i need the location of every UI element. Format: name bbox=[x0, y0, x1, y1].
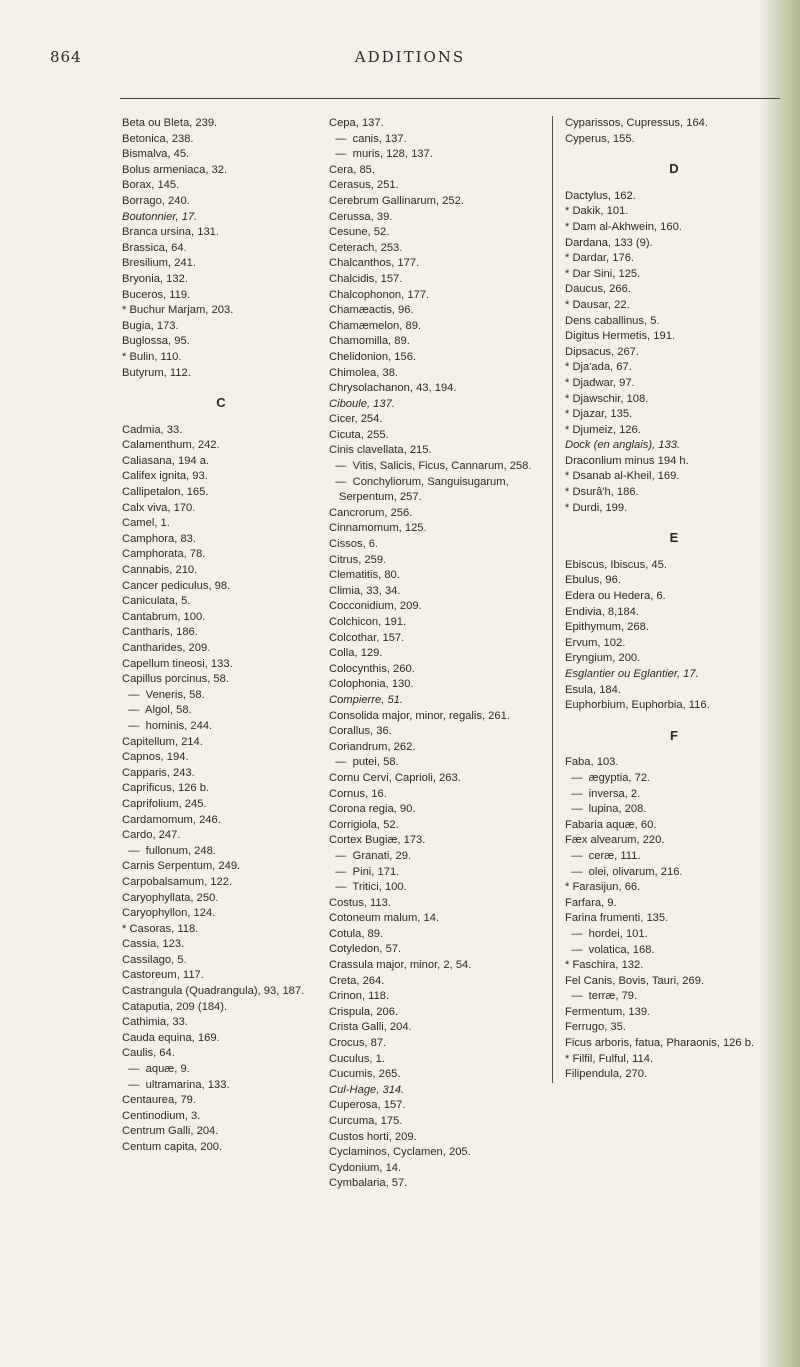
index-entry: Chamæactis, 96. bbox=[329, 304, 414, 317]
index-entry: Centrum Galli, 204. bbox=[122, 1125, 219, 1138]
index-entry: — hordei, 101. bbox=[565, 927, 648, 940]
index-entry: Cyperus, 155. bbox=[565, 132, 635, 145]
index-entry: Capitellum, 214. bbox=[122, 735, 203, 748]
index-entry: — hominis, 244. bbox=[122, 719, 213, 732]
index-entry: — muris, 128, 137. bbox=[329, 148, 433, 161]
index-entry: Bugia, 173. bbox=[122, 319, 179, 332]
index-entry: Chalcidis, 157. bbox=[329, 272, 403, 285]
index-entry: * Dakik, 101. bbox=[565, 205, 629, 218]
index-entry: Colcothar, 157. bbox=[329, 631, 405, 644]
index-entry: Cortex Bugiæ, 173. bbox=[329, 834, 426, 847]
index-entry: — lupina, 208. bbox=[565, 803, 647, 816]
index-entry: Ebiscus, Ibiscus, 45. bbox=[565, 558, 667, 571]
index-entry: Chimolea, 38. bbox=[329, 366, 399, 379]
index-entry: Draconlium minus 194 h. bbox=[565, 454, 689, 467]
index-entry: Citrus, 259. bbox=[329, 553, 387, 566]
index-entry: Cauda equina, 169. bbox=[122, 1031, 220, 1044]
index-entry: Beta ou Bleta, 239. bbox=[122, 117, 218, 129]
index-entry: Cepa, 137. bbox=[329, 117, 384, 129]
index-entry: Carpobalsamum, 122. bbox=[122, 875, 233, 888]
index-entry: Caprificus, 126 b. bbox=[122, 782, 210, 795]
index-entry: Dardana, 133 (9). bbox=[565, 236, 653, 249]
index-entry: Ceterach, 253. bbox=[329, 241, 403, 254]
index-entry: Dens caballinus, 5. bbox=[565, 314, 660, 327]
section-letter: C bbox=[216, 395, 226, 411]
index-entry: Cassia, 123. bbox=[122, 938, 185, 951]
index-entry: Crassula major, minor, 2, 54. bbox=[329, 959, 472, 972]
index-entry: Cardo, 247. bbox=[122, 829, 181, 842]
index-entry: Cadmia, 33. bbox=[122, 423, 183, 436]
index-entry: Climia, 33, 34. bbox=[329, 584, 401, 597]
index-entry: Consolida major, minor, regalis, 261. bbox=[329, 709, 510, 722]
index-entry: — Conchyliorum, Sanguisugarum, Serpentum, 257. bbox=[329, 475, 512, 504]
index-entry: Dactylus, 162. bbox=[565, 189, 636, 202]
index-entry: Cuculus, 1. bbox=[329, 1052, 385, 1065]
index-entry: Colophonia, 130. bbox=[329, 678, 414, 691]
index-entry: Edera ou Hedera, 6. bbox=[565, 590, 666, 603]
index-entry: Chalcophonon, 177. bbox=[329, 288, 430, 301]
index-entry: Ferrugo, 35. bbox=[565, 1021, 626, 1034]
index-entry: Buglossa, 95. bbox=[122, 335, 190, 348]
index-entry: * Djadwar, 97. bbox=[565, 376, 635, 389]
index-entry: Cucumis, 265. bbox=[329, 1068, 401, 1081]
index-entry: * Djumeiz, 126. bbox=[565, 423, 641, 436]
index-entry: Camel, 1. bbox=[122, 517, 170, 530]
index-entry: Carnis Serpentum, 249. bbox=[122, 860, 241, 873]
index-entry: Colla, 129. bbox=[329, 647, 383, 660]
index-entry: Cicuta, 255. bbox=[329, 428, 389, 441]
index-entry: Cerebrum Gallinarum, 252. bbox=[329, 194, 464, 207]
section-letter: F bbox=[670, 727, 678, 743]
index-entry: Crinon, 118. bbox=[329, 990, 390, 1003]
index-entry: Esglantier ou Eglantier, 17. bbox=[565, 668, 699, 680]
index-entry: Bryonia, 132. bbox=[122, 272, 188, 285]
index-entry: Betonica, 238. bbox=[122, 132, 194, 145]
index-entry: Crocus, 87. bbox=[329, 1037, 387, 1050]
index-entry: Calx viva, 170. bbox=[122, 501, 196, 514]
index-entry: Cancer pediculus, 98. bbox=[122, 579, 231, 592]
index-entry: Costus, 113. bbox=[329, 896, 391, 909]
index-entry: Cera, 85. bbox=[329, 163, 376, 176]
index-entry: * Filfil, Fulful, 114. bbox=[565, 1052, 654, 1065]
index-entry: * Bulin, 110. bbox=[122, 350, 182, 363]
index-entry: — Algol, 58. bbox=[122, 704, 192, 717]
header-rule bbox=[120, 98, 780, 99]
index-entry: Chamæmelon, 89. bbox=[329, 319, 422, 332]
index-entry: — putei, 58. bbox=[329, 756, 399, 769]
index-entry: Colocynthis, 260. bbox=[329, 662, 415, 675]
index-entry: Caryophyllata, 250. bbox=[122, 891, 219, 904]
index-entry: Caulis, 64. bbox=[122, 1047, 175, 1060]
index-entry: Coriandrum, 262. bbox=[329, 740, 416, 753]
index-entry: Ficus arboris, fatua, Pharaonis, 126 b. bbox=[565, 1037, 755, 1050]
index-entry: Capparis, 243. bbox=[122, 766, 195, 779]
index-entry: Crispula, 206. bbox=[329, 1005, 399, 1018]
index-entry: Cotyledon, 57. bbox=[329, 943, 402, 956]
index-entry: Cyclaminos, Cyclamen, 205. bbox=[329, 1146, 471, 1159]
index-entry: Cathimia, 33. bbox=[122, 1016, 188, 1029]
index-entry: Cataputia, 209 (184). bbox=[122, 1000, 228, 1013]
index-entry: Chrysolachanon, 43, 194. bbox=[329, 382, 457, 395]
index-entry: * Faschira, 132. bbox=[565, 959, 644, 972]
index-entry: — canis, 137. bbox=[329, 132, 407, 145]
index-entry: Ervum, 102. bbox=[565, 636, 626, 649]
index-entry: — inversa, 2. bbox=[565, 787, 641, 800]
section-letter: D bbox=[669, 161, 679, 177]
index-entry: Caliasana, 194 a. bbox=[122, 454, 210, 467]
index-entry: Cerasus, 251. bbox=[329, 179, 399, 192]
index-entry: Cantabrum, 100. bbox=[122, 610, 206, 623]
index-entry: Branca ursina, 131. bbox=[122, 226, 220, 239]
index-entry: Fel Canis, Bovis, Tauri, 269. bbox=[565, 974, 705, 987]
index-entry: Euphorbium, Euphorbia, 116. bbox=[565, 699, 710, 712]
index-entry: Corallus, 36. bbox=[329, 725, 392, 738]
index-entry: Bresilium, 241. bbox=[122, 257, 196, 270]
index-entry: Digitus Hermetis, 191. bbox=[565, 330, 676, 343]
index-entry: * Dardar, 176. bbox=[565, 252, 635, 265]
index-entry: Callipetalon, 165. bbox=[122, 486, 209, 499]
index-entry: * Dam al-Akhwein, 160. bbox=[565, 220, 682, 233]
section-letter: E bbox=[669, 530, 679, 546]
index-entry: Centum capita, 200. bbox=[122, 1141, 223, 1153]
index-entry: Cuperosa, 157. bbox=[329, 1099, 406, 1112]
index-entry: Cesune, 52. bbox=[329, 226, 390, 239]
index-entry: Centaurea, 79. bbox=[122, 1094, 197, 1107]
index-entry: Boutonnier, 17. bbox=[122, 210, 198, 223]
index-entry: Daucus, 266. bbox=[565, 283, 631, 296]
index-entry: Cannabis, 210. bbox=[122, 564, 198, 577]
index-entry: Fabaria aquæ, 60. bbox=[565, 818, 657, 831]
index-entry: Crista Galli, 204. bbox=[329, 1021, 412, 1034]
index-entry: Custos horti, 209. bbox=[329, 1130, 417, 1143]
index-entry: Ebulus, 96. bbox=[565, 574, 621, 587]
index-entry: * Durdi, 199. bbox=[565, 501, 628, 514]
index-entry: Cyparissos, Cupressus, 164. bbox=[565, 117, 709, 129]
index-entry: Caniculata, 5. bbox=[122, 595, 191, 608]
index-entry: Cancrorum, 256. bbox=[329, 506, 413, 519]
index-entry: * Dja'ada, 67. bbox=[565, 361, 632, 374]
index-column-1 bbox=[122, 116, 320, 1156]
page-number: 864 bbox=[50, 48, 82, 66]
running-title: ADDITIONS bbox=[354, 48, 466, 66]
index-entry: Cardamomum, 246. bbox=[122, 813, 221, 826]
index-entry: Fermentum, 139. bbox=[565, 1005, 651, 1018]
index-entry: — ægyptia, 72. bbox=[565, 771, 651, 784]
index-entry: Dock (en anglais), 133. bbox=[565, 439, 681, 452]
index-entry: Castrangula (Quadrangula), 93, 187. bbox=[122, 985, 305, 998]
index-entry: Camphorata, 78. bbox=[122, 548, 206, 561]
index-entry: Esula, 184. bbox=[565, 683, 621, 696]
index-entry: — terræ, 79. bbox=[565, 990, 638, 1003]
index-entry: Farina frumenti, 135. bbox=[565, 912, 669, 925]
index-entry: Buceros, 119. bbox=[122, 288, 191, 301]
index-entry: Dipsacus, 267. bbox=[565, 345, 640, 358]
index-entry: Cissos, 6. bbox=[329, 538, 379, 551]
index-entry: — Granati, 29. bbox=[329, 849, 412, 862]
index-column-2 bbox=[329, 116, 537, 1192]
index-entry: Cotula, 89. bbox=[329, 927, 384, 940]
index-entry: Brassica, 64. bbox=[122, 241, 187, 254]
index-entry: Castoreum, 117. bbox=[122, 969, 204, 982]
index-entry: Cinis clavellata, 215. bbox=[329, 444, 432, 457]
index-entry: — Tritici, 100. bbox=[329, 881, 407, 894]
index-entry: Fæx alvearum, 220. bbox=[565, 834, 665, 847]
index-entry: Cerussa, 39. bbox=[329, 210, 393, 223]
index-entry: Faba, 103. bbox=[565, 756, 619, 769]
index-entry: Capnos, 194. bbox=[122, 751, 189, 764]
index-entry: Cydonium, 14. bbox=[329, 1161, 402, 1174]
index-entry: — ultramarina, 133. bbox=[122, 1078, 230, 1091]
index-entry: Cornus, 16. bbox=[329, 787, 387, 800]
index-entry: — Veneris, 58. bbox=[122, 688, 205, 701]
index-column-3 bbox=[552, 116, 783, 1083]
index-entry: * Farasijun, 66. bbox=[565, 881, 641, 894]
index-entry: Epithymum, 268. bbox=[565, 621, 649, 634]
index-entry: Bolus armeniaca, 32. bbox=[122, 163, 228, 176]
index-entry: Capillus porcinus, 58. bbox=[122, 673, 229, 686]
index-entry: Cul-Hage, 314. bbox=[329, 1083, 405, 1096]
index-entry: — Pini, 171. bbox=[329, 865, 400, 878]
index-entry: Cinnamomum, 125. bbox=[329, 522, 427, 535]
index-entry: * Dar Sini, 125. bbox=[565, 267, 641, 280]
index-entry: — ceræ, 111. bbox=[565, 849, 641, 862]
index-entry: * Dausar, 22. bbox=[565, 298, 630, 311]
index-entry: * Djazar, 135. bbox=[565, 408, 633, 421]
index-entry: Cassilago, 5. bbox=[122, 953, 187, 966]
index-entry: Camphora, 83. bbox=[122, 532, 197, 545]
index-entry: Cicer, 254. bbox=[329, 413, 383, 426]
index-entry: — fullonum, 248. bbox=[122, 844, 216, 857]
page-header bbox=[50, 48, 770, 72]
index-entry: * Dsanab al-Kheil, 169. bbox=[565, 470, 680, 483]
index-entry: Curcuma, 175. bbox=[329, 1115, 403, 1127]
index-entry: — Vitis, Salicis, Ficus, Cannarum, 258. bbox=[329, 460, 532, 473]
index-entry: Filipendula, 270. bbox=[565, 1068, 648, 1081]
index-entry: Borax, 145. bbox=[122, 179, 180, 192]
index-entry: Cotoneum malum, 14. bbox=[329, 912, 440, 925]
index-entry: Centinodium, 3. bbox=[122, 1109, 201, 1122]
index-entry: Eryngium, 200. bbox=[565, 652, 641, 665]
index-entry: Caprifolium, 245. bbox=[122, 797, 207, 810]
index-entry: * Buchur Marjam, 203. bbox=[122, 304, 234, 317]
index-entry: Ciboule, 137. bbox=[329, 397, 395, 410]
index-entry: * Djawschir, 108. bbox=[565, 392, 649, 405]
index-entry: Corona regia, 90. bbox=[329, 803, 416, 816]
index-entry: Compierre, 51. bbox=[329, 693, 403, 706]
index-entry: Cymbalaria, 57. bbox=[329, 1177, 408, 1190]
index-entry: — volatica, 168. bbox=[565, 943, 655, 956]
index-entry: Cantharis, 186. bbox=[122, 626, 198, 639]
index-entry: Butyrum, 112. bbox=[122, 366, 191, 379]
index-entry: Chamomilla, 89. bbox=[329, 335, 410, 348]
index-entry: Cantharides, 209. bbox=[122, 642, 211, 654]
index-entry: * Dsurâ'h, 186. bbox=[565, 486, 639, 499]
index-entry: Borrago, 240. bbox=[122, 194, 190, 207]
index-entry: Creta, 264. bbox=[329, 974, 385, 987]
index-entry: * Casoras, 118. bbox=[122, 922, 199, 935]
index-entry: Cornu Cervi, Caprioli, 263. bbox=[329, 771, 461, 784]
index-entry: Colchicon, 191. bbox=[329, 616, 407, 628]
index-entry: Califex ignita, 93. bbox=[122, 470, 208, 483]
index-entry: Farfara, 9. bbox=[565, 896, 617, 909]
index-entry: Bismalva, 45. bbox=[122, 148, 190, 161]
index-entry: Corrigiola, 52. bbox=[329, 818, 399, 831]
index-entry: — olei, olivarum, 216. bbox=[565, 865, 683, 878]
index-entry: — aquæ, 9. bbox=[122, 1063, 190, 1076]
index-entry: Chelidonion, 156. bbox=[329, 350, 417, 363]
index-entry: Clematitis, 80. bbox=[329, 569, 400, 582]
index-entry: Chalcanthos, 177. bbox=[329, 257, 420, 270]
index-entry: Caryophyllon, 124. bbox=[122, 907, 216, 920]
index-entry: Endivia, 8,184. bbox=[565, 605, 640, 618]
index-entry: Cocconidium, 209. bbox=[329, 600, 422, 613]
index-entry: Calamenthum, 242. bbox=[122, 439, 220, 452]
index-entry: Capellum tineosi, 133. bbox=[122, 657, 233, 670]
